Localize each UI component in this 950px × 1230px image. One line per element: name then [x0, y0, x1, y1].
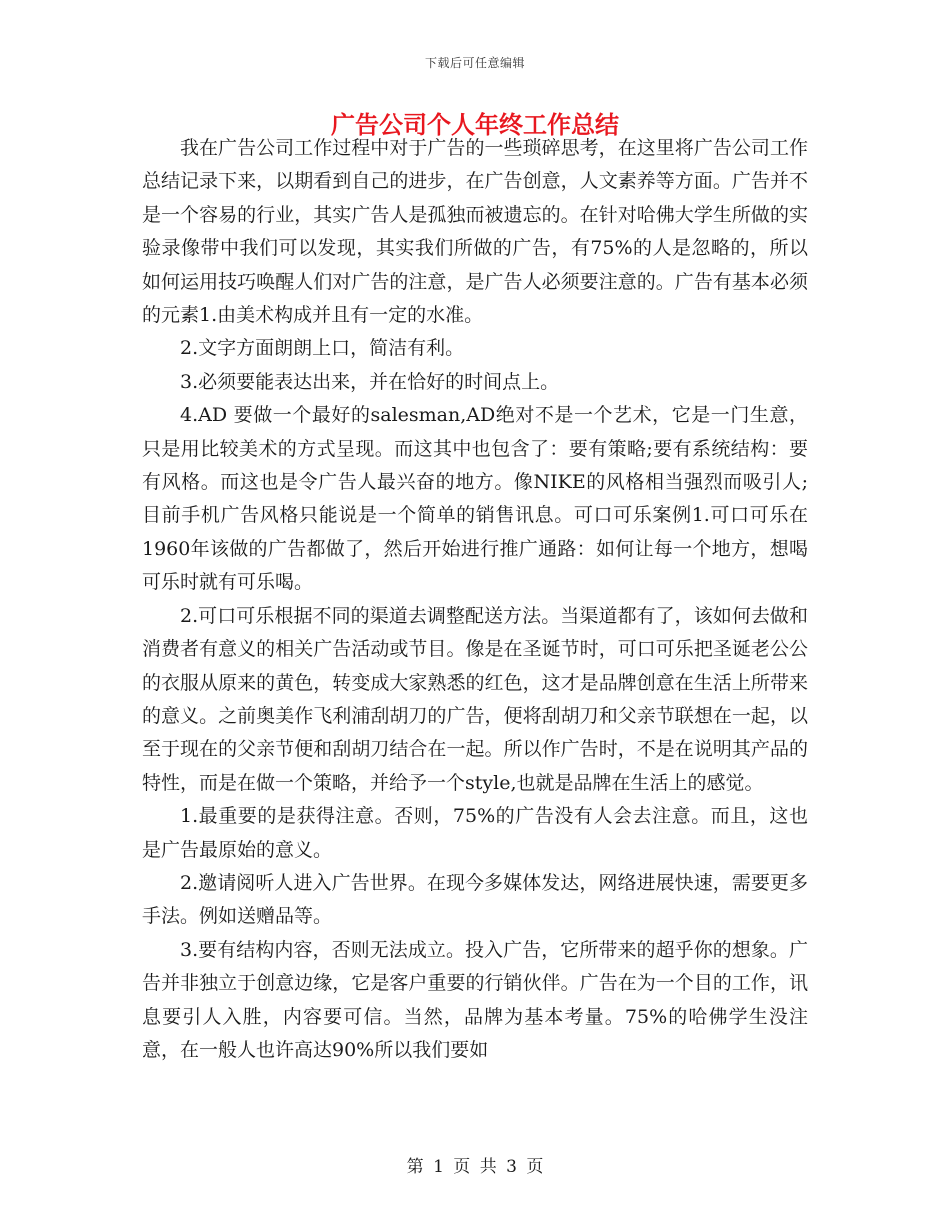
paragraph: 2.文字方面朗朗上口，简洁有利。	[180, 337, 465, 360]
paragraph: 4.AD 要做一个最好的salesman,AD绝对不是一个艺术，它是一门生意，只是用比较美术的方式呈现。而这其中也包含了：要有策略;要有系统结构：要有风格。而这也是令广告人最兴奋的地方。像NIKE的风格相当强烈而吸引人;目前手机广告风格只能说是一个简单的销售讯息。可口可乐案例1.可口可乐在1960年该做的广告都做了，然后开始进行推广通路：如何让每一个地方，想喝可乐时就有可乐喝。	[142, 404, 808, 594]
document-title: 广告公司个人年终工作总结	[331, 110, 619, 139]
paragraph: 3.要有结构内容，否则无法成立。投入广告，它所带来的超乎你的想象。广告并非独立于创意边缘，它是客户重要的行销伙伴。广告在为一个目的工作，讯息要引人入胜，内容要可信。当然，品牌为基本考量。75%的哈佛学生没注意，在一般人也许高达90%所以我们要如	[142, 938, 808, 1061]
page-number: 第 1 页 共 3 页	[406, 1157, 544, 1177]
paragraph: 2.邀请阅听人进入广告世界。在现今多媒体发达，网络进展快速，需要更多手法。例如送赠品等。	[142, 871, 808, 928]
header-note: 下载后可任意编辑	[424, 56, 525, 70]
paragraph: 2.可口可乐根据不同的渠道去调整配送方法。当渠道都有了，该如何去做和消费者有意义的相关广告活动或节目。像是在圣诞节时，可口可乐把圣诞老公公的衣服从原来的黄色，转变成大家熟悉的红色，这才是品牌创意在生活上所带来的意义。之前奥美作飞利浦刮胡刀的广告，便将刮胡刀和父亲节联想在一起，以至于现在的父亲节便和刮胡刀结合在一起。所以作广告时，不是在说明其产品的特性，而是在做一个策略，并给予一个style,也就是品牌在生活上的感觉。	[142, 604, 808, 794]
paragraph: 3.必须要能表达出来，并在恰好的时间点上。	[180, 370, 560, 393]
document-body	[142, 132, 808, 1067]
paragraph: 1.最重要的是获得注意。否则，75%的广告没有人会去注意。而且，这也是广告最原始的意义。	[142, 805, 808, 861]
paragraph: 我在广告公司工作过程中对于广告的一些琐碎思考，在这里将广告公司工作总结记录下来，以期看到自己的进步，在广告创意，人文素养等方面。广告并不是一个容易的行业，其实广告人是孤独而被遗忘的。在针对哈佛大学生所做的实验录像带中我们可以发现，其实我们所做的广告，有75%的人是忽略的，所以如何运用技巧唤醒人们对广告的注意，是广告人必须要注意的。广告有基本必须的元素1.由美术构成并且有一定的水准。	[142, 137, 808, 327]
